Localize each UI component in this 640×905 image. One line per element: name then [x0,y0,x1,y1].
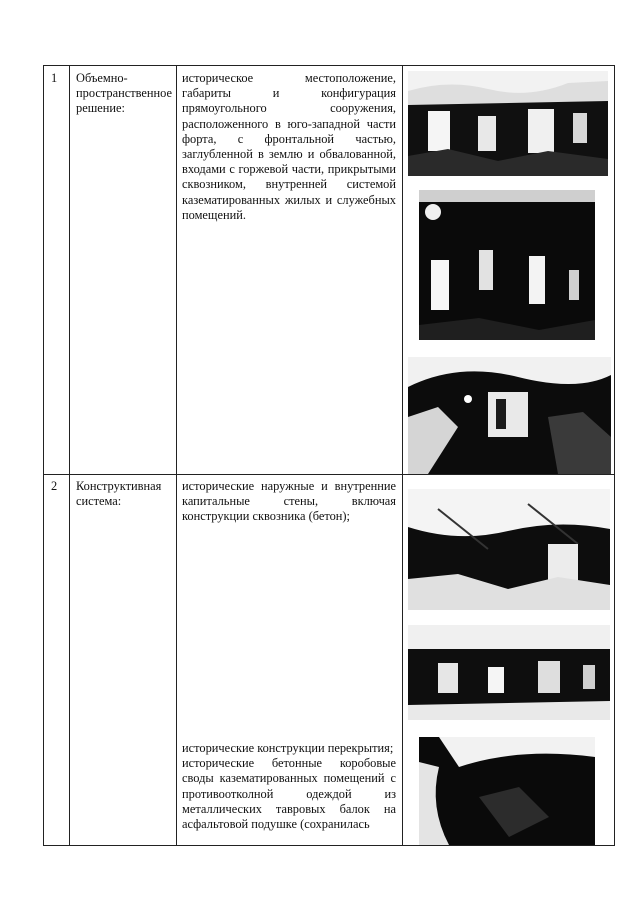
description-paragraph: исторические наружные и внутренние капитальные стены, включая конструкции сквозника (бетон); [182,479,396,524]
row-description [182,71,396,223]
photo-casemate-entrances [419,190,595,340]
photo-embankment [408,489,610,610]
table-left-border [43,65,44,846]
fort-photo [408,489,610,610]
photo-vault-interior [419,737,595,845]
row-description [182,479,396,525]
row-number: 2 [51,479,58,493]
fort-photo [408,357,611,474]
fort-photo [408,71,608,176]
fort-photo [408,625,610,720]
description-paragraph: исторические конструкции перекрытия; [182,741,394,755]
column-divider-description [402,65,403,846]
fort-photo [419,190,595,340]
row-divider [43,474,615,475]
description-paragraph: историческое местоположение, габариты и конфигурация прямоугольного сооружения, расположенного в юго-западной части форта, с фронтальной частью, заглубленной в землю и обвалованной, входами с горжевой части, прикрытыми сквозником, внутренней системой казематированных жилых и служебных помещений. [182,71,396,222]
table-top-border [43,65,615,66]
row-number: 1 [51,71,58,85]
features-table [43,65,615,846]
description-paragraph: исторические бетонные коробовые своды казематированных помещений с противоотколной одеждой из металлических тавровых балок на асфальтовой подушке (сохранилась [182,756,396,832]
table-bottom-border [43,845,615,846]
fort-photo [419,737,595,845]
row-label: Объемно-пространственное решение: [76,71,173,116]
photo-wall-openings [408,625,610,720]
column-divider-label [176,65,177,846]
row-label: Конструктивная система: [76,479,162,509]
photo-ruin-facade [408,71,608,176]
column-divider-number [69,65,70,846]
row-description-continued [182,741,396,832]
table-right-border [614,65,615,846]
photo-overgrown-entrance [408,357,611,474]
